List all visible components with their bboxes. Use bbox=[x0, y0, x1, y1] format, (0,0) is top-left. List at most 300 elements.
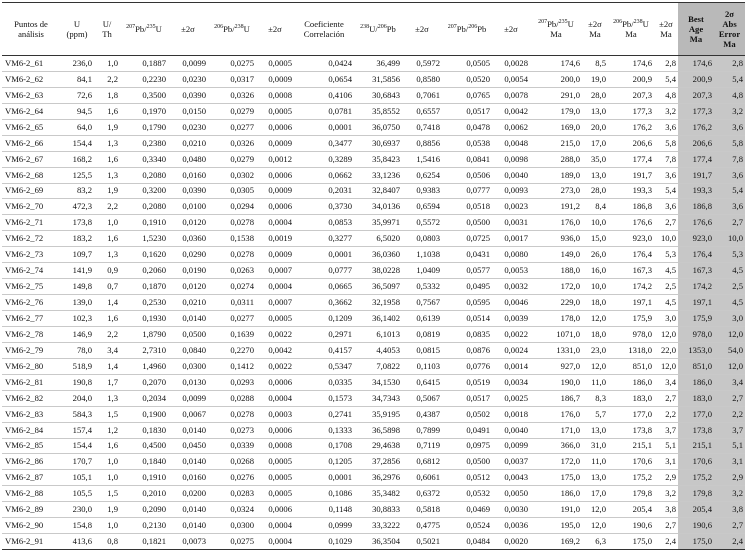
value-cell: 3,6 bbox=[654, 167, 678, 183]
value-cell: 0,0283 bbox=[208, 486, 256, 502]
column-header-14 bbox=[608, 3, 654, 56]
value-cell: 1,3 bbox=[94, 390, 120, 406]
value-cell: 10,0 bbox=[582, 279, 608, 295]
sample-id-cell: VM6-2_62 bbox=[2, 71, 60, 87]
table-row bbox=[2, 534, 745, 550]
header-l1: Puntos de bbox=[14, 19, 48, 29]
table-row bbox=[2, 56, 745, 72]
table-row bbox=[2, 390, 745, 406]
value-cell: 0,0028 bbox=[492, 56, 530, 72]
value-cell: 6,3 bbox=[582, 534, 608, 550]
header-sup2: 238 bbox=[633, 19, 643, 25]
value-cell: 28,0 bbox=[582, 183, 608, 199]
value-cell: 0,0263 bbox=[208, 263, 256, 279]
value-cell: 177,0 bbox=[678, 406, 714, 422]
value-cell: 0,0006 bbox=[256, 422, 294, 438]
value-cell: 923,0 bbox=[678, 231, 714, 247]
value-cell: 0,2031 bbox=[294, 183, 354, 199]
value-cell: 0,2130 bbox=[120, 518, 168, 534]
value-cell: 0,0275 bbox=[208, 534, 256, 550]
value-cell: 2,5 bbox=[714, 279, 745, 295]
value-cell: 1,0 bbox=[94, 470, 120, 486]
table-row bbox=[2, 87, 745, 103]
value-cell: 0,0324 bbox=[208, 502, 256, 518]
value-cell: 3,8 bbox=[714, 502, 745, 518]
value-cell: 175,2 bbox=[608, 470, 654, 486]
value-cell: 0,0390 bbox=[168, 87, 208, 103]
value-cell: 3,6 bbox=[654, 119, 678, 135]
value-cell: 0,2741 bbox=[294, 406, 354, 422]
value-cell: 179,8 bbox=[608, 486, 654, 502]
value-cell: 0,0288 bbox=[208, 390, 256, 406]
value-cell: 0,0781 bbox=[294, 103, 354, 119]
value-cell: 15,0 bbox=[582, 231, 608, 247]
table-row bbox=[2, 422, 745, 438]
value-cell: 230,0 bbox=[60, 502, 94, 518]
value-cell: 0,0099 bbox=[168, 56, 208, 72]
value-cell: 186,8 bbox=[678, 199, 714, 215]
value-cell: 0,0777 bbox=[294, 263, 354, 279]
value-cell: 0,0776 bbox=[442, 358, 492, 374]
value-cell: 10,0 bbox=[714, 231, 745, 247]
header-l2: Ma bbox=[589, 29, 601, 39]
value-cell: 146,9 bbox=[60, 326, 94, 342]
value-cell: 0,0043 bbox=[492, 470, 530, 486]
value-cell: 2,2 bbox=[654, 406, 678, 422]
table-row bbox=[2, 71, 745, 87]
value-cell: 12,0 bbox=[714, 326, 745, 342]
value-cell: 23,0 bbox=[582, 342, 608, 358]
value-cell: 174,2 bbox=[678, 279, 714, 295]
value-cell: 0,0841 bbox=[442, 151, 492, 167]
value-cell: 12,0 bbox=[654, 326, 678, 342]
value-cell: 188,0 bbox=[530, 263, 582, 279]
value-cell: 0,0273 bbox=[208, 422, 256, 438]
sample-id-cell: VM6-2_64 bbox=[2, 103, 60, 119]
value-cell: 2,9 bbox=[714, 470, 745, 486]
value-cell: 978,0 bbox=[608, 326, 654, 342]
sample-id-cell: VM6-2_65 bbox=[2, 119, 60, 135]
value-cell: 0,0030 bbox=[492, 502, 530, 518]
value-cell: 36,5898 bbox=[354, 422, 402, 438]
column-header-6 bbox=[256, 3, 294, 56]
value-cell: 1318,0 bbox=[608, 342, 654, 358]
value-cell: 197,1 bbox=[678, 295, 714, 311]
value-cell: 1071,0 bbox=[530, 326, 582, 342]
value-cell: 1,3 bbox=[94, 247, 120, 263]
value-cell: 2,5 bbox=[654, 279, 678, 295]
value-cell: 190,6 bbox=[608, 518, 654, 534]
value-cell: 0,4157 bbox=[294, 342, 354, 358]
value-cell: 154,4 bbox=[60, 438, 94, 454]
value-cell: 0,0500 bbox=[168, 326, 208, 342]
header-l2: Ma bbox=[660, 29, 672, 39]
value-cell: 5,4 bbox=[714, 71, 745, 87]
header-sup1: 207 bbox=[447, 24, 457, 30]
value-cell: 0,1900 bbox=[120, 406, 168, 422]
value-cell: 2,2 bbox=[94, 199, 120, 215]
value-cell: 35,8423 bbox=[354, 151, 402, 167]
value-cell: 0,6812 bbox=[402, 454, 442, 470]
value-cell: 0,0268 bbox=[208, 454, 256, 470]
value-cell: 0,0034 bbox=[492, 374, 530, 390]
value-cell: 273,0 bbox=[530, 183, 582, 199]
value-cell: 0,0876 bbox=[442, 342, 492, 358]
value-cell: 215,1 bbox=[608, 438, 654, 454]
value-cell: 177,3 bbox=[608, 103, 654, 119]
value-cell: 3,7 bbox=[714, 422, 745, 438]
sample-id-cell: VM6-2_75 bbox=[2, 279, 60, 295]
value-cell: 0,0053 bbox=[492, 263, 530, 279]
value-cell: 2,7 bbox=[714, 390, 745, 406]
sample-id-cell: VM6-2_91 bbox=[2, 534, 60, 550]
value-cell: 0,0004 bbox=[256, 534, 294, 550]
value-cell: 0,0120 bbox=[168, 279, 208, 295]
value-cell: 4,8 bbox=[714, 87, 745, 103]
value-cell: 0,0506 bbox=[442, 167, 492, 183]
value-cell: 1,5 bbox=[94, 486, 120, 502]
value-cell: 20,0 bbox=[582, 119, 608, 135]
value-cell: 0,0039 bbox=[492, 311, 530, 327]
data-table-container bbox=[2, 2, 745, 550]
value-cell: 0,0046 bbox=[492, 295, 530, 311]
value-cell: 54,0 bbox=[714, 342, 745, 358]
value-cell: 0,0469 bbox=[442, 502, 492, 518]
value-cell: 172,0 bbox=[530, 279, 582, 295]
value-cell: 105,1 bbox=[60, 470, 94, 486]
column-header-11 bbox=[492, 3, 530, 56]
value-cell: 207,3 bbox=[678, 87, 714, 103]
value-cell: 2,7 bbox=[654, 390, 678, 406]
value-cell: 191,2 bbox=[530, 199, 582, 215]
value-cell: 0,1790 bbox=[120, 119, 168, 135]
value-cell: 1,5230 bbox=[120, 231, 168, 247]
value-cell: 0,5818 bbox=[402, 502, 442, 518]
value-cell: 109,7 bbox=[60, 247, 94, 263]
header-l2: Ma bbox=[550, 29, 562, 39]
value-cell: 169,0 bbox=[530, 119, 582, 135]
value-cell: 94,5 bbox=[60, 103, 94, 119]
value-cell: 0,0078 bbox=[492, 87, 530, 103]
value-cell: 0,0500 bbox=[442, 454, 492, 470]
value-cell: 0,9383 bbox=[402, 183, 442, 199]
value-cell: 0,0005 bbox=[256, 56, 294, 72]
value-cell: 149,0 bbox=[530, 247, 582, 263]
value-cell: 0,1887 bbox=[120, 56, 168, 72]
value-cell: 0,0005 bbox=[256, 486, 294, 502]
value-cell: 174,6 bbox=[608, 56, 654, 72]
value-cell: 0,0200 bbox=[168, 486, 208, 502]
value-cell: 37,2856 bbox=[354, 454, 402, 470]
value-cell: 3,2 bbox=[654, 486, 678, 502]
value-cell: 176,0 bbox=[530, 215, 582, 231]
value-cell: 0,0275 bbox=[208, 56, 256, 72]
sample-id-cell: VM6-2_66 bbox=[2, 135, 60, 151]
sample-id-cell: VM6-2_83 bbox=[2, 406, 60, 422]
value-cell: 0,2080 bbox=[120, 167, 168, 183]
value-cell: 0,0840 bbox=[168, 342, 208, 358]
value-cell: 30,6937 bbox=[354, 135, 402, 151]
value-cell: 13,0 bbox=[582, 422, 608, 438]
value-cell: 0,1148 bbox=[294, 502, 354, 518]
header-l1: ±2σ bbox=[588, 19, 602, 29]
header-l1: 2σ bbox=[725, 9, 734, 19]
value-cell: 0,0040 bbox=[492, 167, 530, 183]
value-cell: 0,1333 bbox=[294, 422, 354, 438]
sample-id-cell: VM6-2_80 bbox=[2, 358, 60, 374]
value-cell: 10,0 bbox=[654, 231, 678, 247]
value-cell: 0,0819 bbox=[402, 326, 442, 342]
value-cell: 0,0290 bbox=[168, 247, 208, 263]
table-row bbox=[2, 167, 745, 183]
value-cell: 0,4500 bbox=[120, 438, 168, 454]
value-cell: 154,8 bbox=[60, 518, 94, 534]
value-cell: 32,8407 bbox=[354, 183, 402, 199]
sample-id-cell: VM6-2_87 bbox=[2, 470, 60, 486]
value-cell: 172,0 bbox=[530, 454, 582, 470]
table-row bbox=[2, 279, 745, 295]
value-cell: 0,0024 bbox=[492, 342, 530, 358]
sample-id-cell: VM6-2_89 bbox=[2, 502, 60, 518]
value-cell: 4,5 bbox=[654, 295, 678, 311]
header-mid2: Pb bbox=[386, 24, 396, 34]
value-cell: 5,7 bbox=[582, 406, 608, 422]
value-cell: 17,0 bbox=[582, 486, 608, 502]
value-cell: 0,0006 bbox=[256, 502, 294, 518]
value-cell: 72,6 bbox=[60, 87, 94, 103]
value-cell: 31,0 bbox=[582, 438, 608, 454]
value-cell: 3,6 bbox=[714, 199, 745, 215]
value-cell: 0,0004 bbox=[256, 390, 294, 406]
value-cell: 0,1029 bbox=[294, 534, 354, 550]
value-cell: 0,0004 bbox=[256, 518, 294, 534]
value-cell: 0,0007 bbox=[256, 263, 294, 279]
value-cell: 0,0300 bbox=[168, 358, 208, 374]
value-cell: 0,2971 bbox=[294, 326, 354, 342]
value-cell: 1,0 bbox=[94, 56, 120, 72]
value-cell: 0,0431 bbox=[442, 247, 492, 263]
value-cell: 0,1910 bbox=[120, 215, 168, 231]
value-cell: 36,3504 bbox=[354, 534, 402, 550]
value-cell: 1,4 bbox=[94, 358, 120, 374]
value-cell: 0,6372 bbox=[402, 486, 442, 502]
header-row bbox=[2, 3, 745, 56]
value-cell: 4,8 bbox=[654, 87, 678, 103]
column-header-9 bbox=[402, 3, 442, 56]
value-cell: 2,9 bbox=[654, 470, 678, 486]
value-cell: 0,0502 bbox=[442, 406, 492, 422]
sample-id-cell: VM6-2_79 bbox=[2, 342, 60, 358]
table-row bbox=[2, 502, 745, 518]
value-cell: 0,1821 bbox=[120, 534, 168, 550]
value-cell: 3,2 bbox=[714, 103, 745, 119]
value-cell: 205,4 bbox=[608, 502, 654, 518]
value-cell: 169,2 bbox=[530, 534, 582, 550]
sample-id-cell: VM6-2_76 bbox=[2, 295, 60, 311]
header-sup2: 235 bbox=[146, 24, 156, 30]
value-cell: 0,0505 bbox=[442, 56, 492, 72]
value-cell: 205,4 bbox=[678, 502, 714, 518]
value-cell: 2,7 bbox=[714, 518, 745, 534]
value-cell: 0,0100 bbox=[168, 199, 208, 215]
value-cell: 179,0 bbox=[530, 103, 582, 119]
column-header-1 bbox=[60, 3, 94, 56]
value-cell: 1,7 bbox=[94, 374, 120, 390]
value-cell: 173,8 bbox=[678, 422, 714, 438]
table-row bbox=[2, 326, 745, 342]
value-cell: 36,5097 bbox=[354, 279, 402, 295]
value-cell: 0,0008 bbox=[256, 438, 294, 454]
value-cell: 0,0230 bbox=[168, 119, 208, 135]
value-cell: 0,0311 bbox=[208, 295, 256, 311]
value-cell: 936,0 bbox=[530, 231, 582, 247]
table-row bbox=[2, 247, 745, 263]
value-cell: 0,2230 bbox=[120, 71, 168, 87]
value-cell: 29,4638 bbox=[354, 438, 402, 454]
value-cell: 0,5067 bbox=[402, 390, 442, 406]
value-cell: 1,4960 bbox=[120, 358, 168, 374]
value-cell: 6,5020 bbox=[354, 231, 402, 247]
value-cell: 0,0020 bbox=[492, 534, 530, 550]
value-cell: 190,0 bbox=[530, 374, 582, 390]
value-cell: 174,6 bbox=[530, 56, 582, 72]
value-cell: 0,0524 bbox=[442, 518, 492, 534]
value-cell: 0,0140 bbox=[168, 454, 208, 470]
value-cell: 36,499 bbox=[354, 56, 402, 72]
value-cell: 0,0006 bbox=[256, 199, 294, 215]
value-cell: 0,1970 bbox=[120, 103, 168, 119]
value-cell: 157,4 bbox=[60, 422, 94, 438]
header-mid1: Pb/ bbox=[135, 24, 147, 34]
value-cell: 139,0 bbox=[60, 295, 94, 311]
value-cell: 175,9 bbox=[608, 311, 654, 327]
value-cell: 0,0777 bbox=[442, 183, 492, 199]
value-cell: 1,9 bbox=[94, 502, 120, 518]
value-cell: 186,0 bbox=[678, 374, 714, 390]
value-cell: 0,0300 bbox=[208, 518, 256, 534]
value-cell: 0,0277 bbox=[208, 311, 256, 327]
value-cell: 177,4 bbox=[608, 151, 654, 167]
value-cell: 178,0 bbox=[530, 311, 582, 327]
table-row bbox=[2, 454, 745, 470]
value-cell: 0,0032 bbox=[492, 279, 530, 295]
value-cell: 32,1958 bbox=[354, 295, 402, 311]
value-cell: 3,8 bbox=[654, 502, 678, 518]
value-cell: 0,0005 bbox=[256, 311, 294, 327]
value-cell: 35,8552 bbox=[354, 103, 402, 119]
value-cell: 0,0004 bbox=[256, 215, 294, 231]
value-cell: 12,0 bbox=[582, 311, 608, 327]
value-cell: 3,2 bbox=[654, 103, 678, 119]
value-cell: 0,0538 bbox=[442, 135, 492, 151]
value-cell: 0,8 bbox=[94, 534, 120, 550]
value-cell: 229,0 bbox=[530, 295, 582, 311]
table-row bbox=[2, 231, 745, 247]
value-cell: 0,0007 bbox=[256, 295, 294, 311]
sample-id-cell: VM6-2_63 bbox=[2, 87, 60, 103]
value-cell: 0,0424 bbox=[294, 56, 354, 72]
value-cell: 173,8 bbox=[60, 215, 94, 231]
value-cell: 35,9971 bbox=[354, 215, 402, 231]
value-cell: 2,7310 bbox=[120, 342, 168, 358]
value-cell: 1,6 bbox=[94, 311, 120, 327]
value-cell: 0,0519 bbox=[442, 374, 492, 390]
value-cell: 413,6 bbox=[60, 534, 94, 550]
value-cell: 0,0009 bbox=[256, 183, 294, 199]
value-cell: 0,0120 bbox=[168, 215, 208, 231]
header-sup1: 207 bbox=[126, 24, 136, 30]
value-cell: 35,3482 bbox=[354, 486, 402, 502]
value-cell: 12,0 bbox=[654, 358, 678, 374]
value-cell: 176,2 bbox=[608, 119, 654, 135]
column-header-8 bbox=[354, 3, 402, 56]
table-row bbox=[2, 119, 745, 135]
value-cell: 0,0048 bbox=[492, 135, 530, 151]
value-cell: 0,6254 bbox=[402, 167, 442, 183]
value-cell: 0,0001 bbox=[294, 470, 354, 486]
value-cell: 34,7343 bbox=[354, 390, 402, 406]
value-cell: 0,0326 bbox=[208, 87, 256, 103]
value-cell: 33,1236 bbox=[354, 167, 402, 183]
value-cell: 0,0037 bbox=[492, 454, 530, 470]
value-cell: 0,1538 bbox=[208, 231, 256, 247]
value-cell: 1,0409 bbox=[402, 263, 442, 279]
value-cell: 207,3 bbox=[608, 87, 654, 103]
value-cell: 0,0274 bbox=[208, 279, 256, 295]
value-cell: 0,0975 bbox=[442, 438, 492, 454]
value-cell: 10,0 bbox=[582, 215, 608, 231]
column-header-13 bbox=[582, 3, 608, 56]
value-cell: 2,7 bbox=[654, 518, 678, 534]
value-cell: 167,3 bbox=[608, 263, 654, 279]
value-cell: 0,0003 bbox=[256, 406, 294, 422]
header-mid1: U/ bbox=[369, 24, 378, 34]
value-cell: 177,3 bbox=[678, 103, 714, 119]
value-cell: 0,0210 bbox=[168, 295, 208, 311]
value-cell: 0,0276 bbox=[208, 470, 256, 486]
header-sup1: 206 bbox=[214, 24, 224, 30]
value-cell: 5,8 bbox=[714, 135, 745, 151]
value-cell: 0,0514 bbox=[442, 311, 492, 327]
value-cell: 1,6 bbox=[94, 103, 120, 119]
value-cell: 200,9 bbox=[608, 71, 654, 87]
value-cell: 171,0 bbox=[530, 422, 582, 438]
value-cell: 0,0130 bbox=[168, 374, 208, 390]
value-cell: 28,0 bbox=[582, 87, 608, 103]
value-cell: 191,0 bbox=[530, 502, 582, 518]
value-cell: 36,2976 bbox=[354, 470, 402, 486]
value-cell: 204,0 bbox=[60, 390, 94, 406]
sample-id-cell: VM6-2_61 bbox=[2, 56, 60, 72]
value-cell: 215,0 bbox=[530, 135, 582, 151]
value-cell: 0,0054 bbox=[492, 71, 530, 87]
table-row bbox=[2, 358, 745, 374]
column-header-17 bbox=[714, 3, 745, 56]
value-cell: 0,1930 bbox=[120, 311, 168, 327]
value-cell: 0,7061 bbox=[402, 87, 442, 103]
value-cell: 36,0360 bbox=[354, 247, 402, 263]
value-cell: 2,8 bbox=[654, 56, 678, 72]
value-cell: 0,0019 bbox=[256, 231, 294, 247]
sample-id-cell: VM6-2_72 bbox=[2, 231, 60, 247]
table-row bbox=[2, 342, 745, 358]
value-cell: 0,1840 bbox=[120, 454, 168, 470]
column-header-15 bbox=[654, 3, 678, 56]
value-cell: 0,0339 bbox=[208, 438, 256, 454]
value-cell: 12,0 bbox=[714, 358, 745, 374]
value-cell: 0,0099 bbox=[168, 390, 208, 406]
value-cell: 3,4 bbox=[654, 374, 678, 390]
